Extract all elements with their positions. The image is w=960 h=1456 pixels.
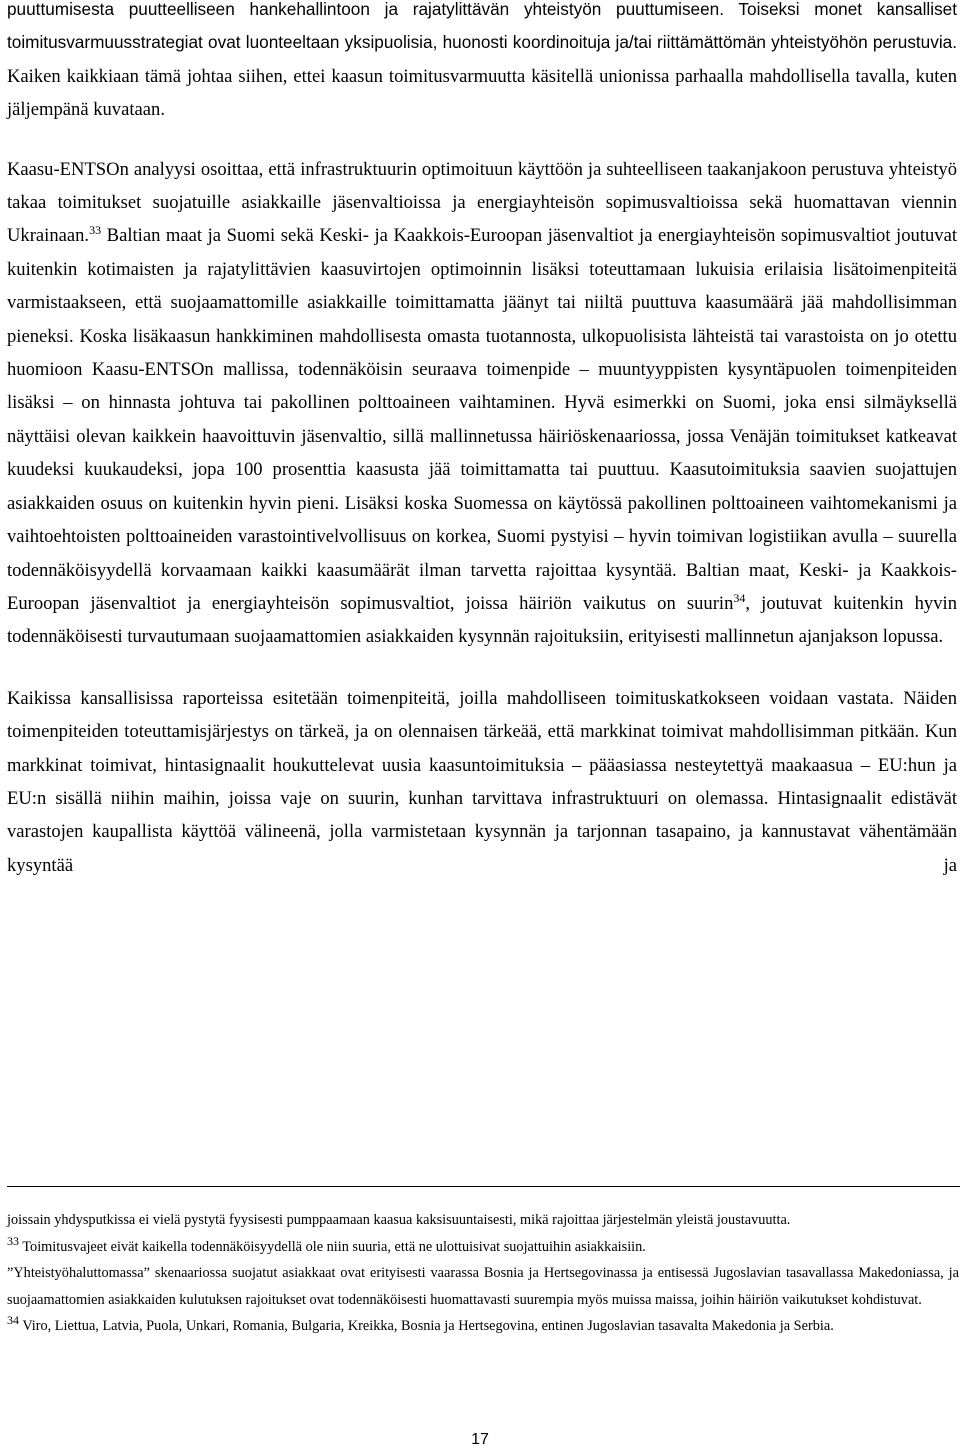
page-number: 17 xyxy=(471,1431,489,1448)
footnote-33-text-a: Toimitusvajeet eivät kaikella todennäköisyydellä ole niin suuria, että ne ulottuisivat suojattuihin asiakkaisiin. xyxy=(19,1238,646,1255)
paragraph-1-text-b: Kaiken kaikkiaan tämä johtaa siihen, ettei kaasun toimitusvarmuutta käsitellä unionissa parhaalla mahdollisella tavalla, kuten jäljempänä kuvataan. xyxy=(7,65,957,121)
footnote-33-number: 33 xyxy=(7,1233,19,1248)
footnote-34-text: Viro, Liettua, Latvia, Puola, Unkari, Romania, Bulgaria, Kreikka, Bosnia ja Hertsegovina, entinen Jugoslavian tasavalta Makedonia ja Serbia. xyxy=(19,1318,834,1335)
footnotes xyxy=(7,1207,959,1340)
footnote-34-number: 34 xyxy=(7,1313,19,1328)
paragraph-3: Kaikissa kansallisissa raporteissa esitetään toimenpiteitä, joilla mahdolliseen toimituskatkokseen voidaan vastata. Näiden toimenpiteiden toteuttamisjärjestys on tärkeä, ja on olennaisen tärkeää, että markkinat toimivat mahdollisimman pitkään. Kun markkinat toimivat, hintasignaalit houkuttelevat uusia kaasuntoimituksia – pääasiassa nesteytettyä maakaasua – EU:hun ja EU:n sisällä niihin maihin, joissa vaje on suurin, kunhan tarvittava infrastruktuuri on olemassa. Hintasignaalit edistävät varastojen kaupallista käyttöä välineenä, jolla varmistetaan kysynnän ja tarjonnan tasapaino, ja kannustavat vähentämään kysyntää ja xyxy=(7,687,957,876)
paragraph-1-text-a: puuttumisesta puutteelliseen hankehallintoon ja rajatylittävän yhteistyön puuttumiseen. Toiseksi monet kansalliset toimitusvarmuusstrategiat ovat luonteeltaan yksipuolisia, huonosti koordinoituja ja/tai riittämättömän yhteistyöhön perustuvia. xyxy=(7,0,957,53)
footnote-ref-33[interactable]: 33 xyxy=(89,223,102,238)
paragraph-2-text-a: Kaasu-ENTSOn analyysi osoittaa, että infrastruktuurin optimoituun käyttöön ja suhteelliseen taakanjakoon perustuva yhteistyö takaa toimitukset suojatuille asiakkaille jäsenvaltioissa ja energiayhteisön sopimusvaltioissa sekä huomattavan viennin Ukrainaan. xyxy=(7,158,957,247)
footnote-33-continued: ”Yhteistyöhaluttomassa” skenaariossa suojatut asiakkaat ovat erityisesti vaarassa Bosnia ja Hertsegovinassa ja entisessä Jugoslavian tasavallassa Makedoniassa, ja suojaamattomien asiakkaiden kulutuksen rajoitukset ovat todennäköisesti huomattavasti suurempia myös muissa maissa, joihin häiriön vaikutukset kohdistuvat. xyxy=(7,1265,959,1308)
document-page xyxy=(7,0,957,1456)
footnote-ref-34[interactable]: 34 xyxy=(733,590,746,605)
paragraph-2-text-c: , joutuvat kuitenkin hyvin todennäköisesti turvautumaan suojaamattomien asiakkaiden kysynnän rajoituksiin, erityisesti mallinnetun ajanjakson lopussa. xyxy=(7,592,957,648)
footnote-33 xyxy=(7,1234,959,1261)
paragraph-2-text-b: Baltian maat ja Suomi sekä Keski- ja Kaakkois-Euroopan jäsenvaltiot ja energiayhteisön sopimusvaltiot joutuvat kuitenkin kotimaisten ja rajatylittävien kaasuvirtojen optimoinnin lisäksi toteuttamaan lukuisia erilaisia lisätoimenpiteitä varmistaakseen, että suojaamattomille asiakkaille toimittamatta jäänyt tai niiltä puuttuva kaasumäärä jää mahdollisimman pieneksi. Koska lisäkaasun hankkiminen mahdollisesta omasta tuotannosta, ulkopuolisista lähteistä tai varastoista on jo otettu huomioon Kaasu-ENTSOn mallissa, todennäköisin seuraava toimenpide – muuntyyppisten kysyntäpuolen toimenpiteiden lisäksi – on hinnasta johtuva tai pakollinen polttoaineen vaihtaminen. Hyvä esimerkki on Suomi, joka ensi silmäyksellä näyttäisi olevan kaikkein haavoittuvin jäsenvaltio, sillä mallinnetussa häiriöskenaariossa, jossa Venäjän toimitukset katkeavat kuudeksi kuukaudeksi, jopa 100 prosenttia kaasusta jää toimittamatta tai puuttuu. Kaasutoimituksia saavien suojattujen asiakkaiden osuus on kuitenkin hyvin pieni. Lisäksi koska Suomessa on käytössä pakollinen polttoaineen vaihtomekanismi ja vaihtoehtoisten polttoaineiden varastointivelvollisuus on korkea, Suomi pystyisi – hyvin toimivan logistiikan avulla – suurella todennäköisyydellä korvaamaan kaikki kaasumäärät ilman tarvetta rajoittaa kysyntää. Baltian maat, Keski- ja Kaakkois-Euroopan jäsenvaltiot ja energiayhteisön sopimusvaltiot, joissa häiriön vaikutus on suurin xyxy=(7,225,957,614)
footnote-34 xyxy=(7,1313,959,1340)
footnote-separator xyxy=(7,1186,960,1187)
footnote-continuation: joissain yhdysputkissa ei vielä pystytä fyysisesti pumppaamaan kaasua kaksisuuntaisesti, mikä rajoittaa järjestelmän yleistä joustavuutta. xyxy=(7,1212,791,1228)
paragraph-1 xyxy=(7,0,957,127)
paragraph-2 xyxy=(7,153,957,654)
